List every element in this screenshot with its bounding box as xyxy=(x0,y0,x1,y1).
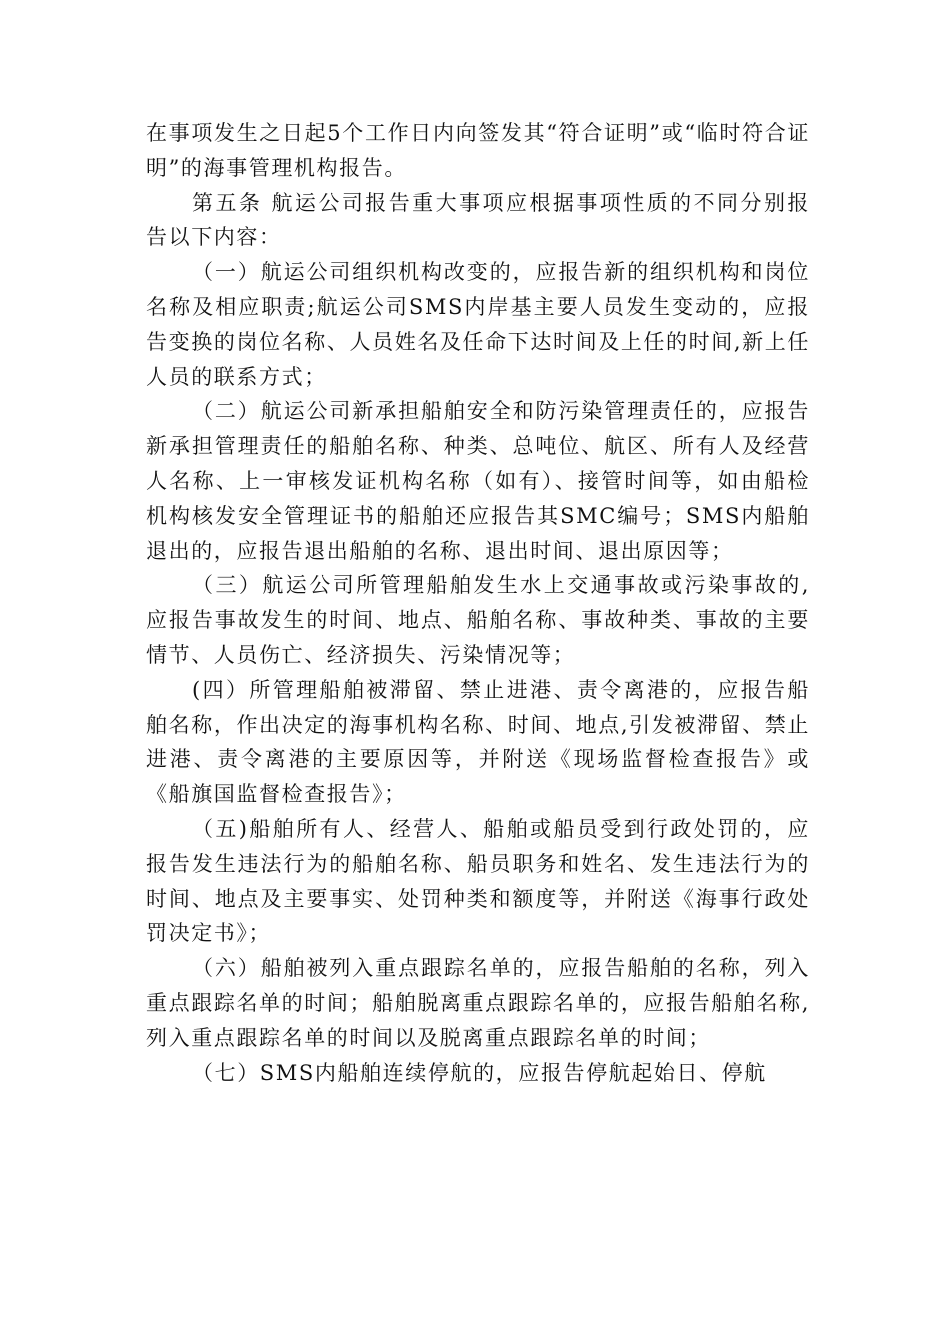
paragraph-item-7: （七）SMS内船舶连续停航的，应报告停航起始日、停航 xyxy=(192,1060,767,1085)
document-body xyxy=(146,116,810,1090)
paragraph-item-5: （五)船舶所有人、经营人、船舶或船员受到行政处罚的，应报告发生违法行为的船舶名称、船员职务和姓名、发生违法行为的时间、地点及主要事实、处罚种类和额度等，并附送《海事行政处罚决定书》； xyxy=(146,816,810,946)
paragraph-article-5: 第五条 航运公司报告重大事项应根据事项性质的不同分别报告以下内容： xyxy=(146,190,810,250)
paragraph-item-4: (四）所管理船舶被滞留、禁止进港、责令离港的，应报告船舶名称，作出决定的海事机构名称、时间、地点,引发被滞留、禁止进港、责令离港的主要原因等，并附送《现场监督检查报告》或《船旗国监督检查报告》； xyxy=(146,677,810,807)
paragraph-item-2: （二）航运公司新承担船舶安全和防污染管理责任的，应报告新承担管理责任的船舶名称、种类、总吨位、航区、所有人及经营人名称、上一审核发证机构名称（如有）、接管时间等，如由船检机构核发安全管理证书的船舶还应报告其SMC编号；SMS内船舶退出的，应报告退出船舶的名称、退出时间、退出原因等； xyxy=(146,399,810,563)
paragraph-item-3: （三）航运公司所管理船舶发生水上交通事故或污染事故的,应报告事故发生的时间、地点、船舶名称、事故种类、事故的主要情节、人员伤亡、经济损失、污染情况等； xyxy=(146,573,810,667)
paragraph-item-1: （一）航运公司组织机构改变的，应报告新的组织机构和岗位名称及相应职责;航运公司SMS内岸基主要人员发生变动的，应报告变换的岗位名称、人员姓名及任命下达时间及上任的时间,新上任人员的联系方式； xyxy=(146,260,810,389)
paragraph-continuation: 在事项发生之日起5个工作日内向签发其“符合证明”或“临时符合证明”的海事管理机构报告。 xyxy=(146,121,810,180)
paragraph-item-6: （六）船舶被列入重点跟踪名单的，应报告船舶的名称，列入重点跟踪名单的时间；船舶脱离重点跟踪名单的，应报告船舶名称,列入重点跟踪名单的时间以及脱离重点跟踪名单的时间； xyxy=(146,956,810,1050)
